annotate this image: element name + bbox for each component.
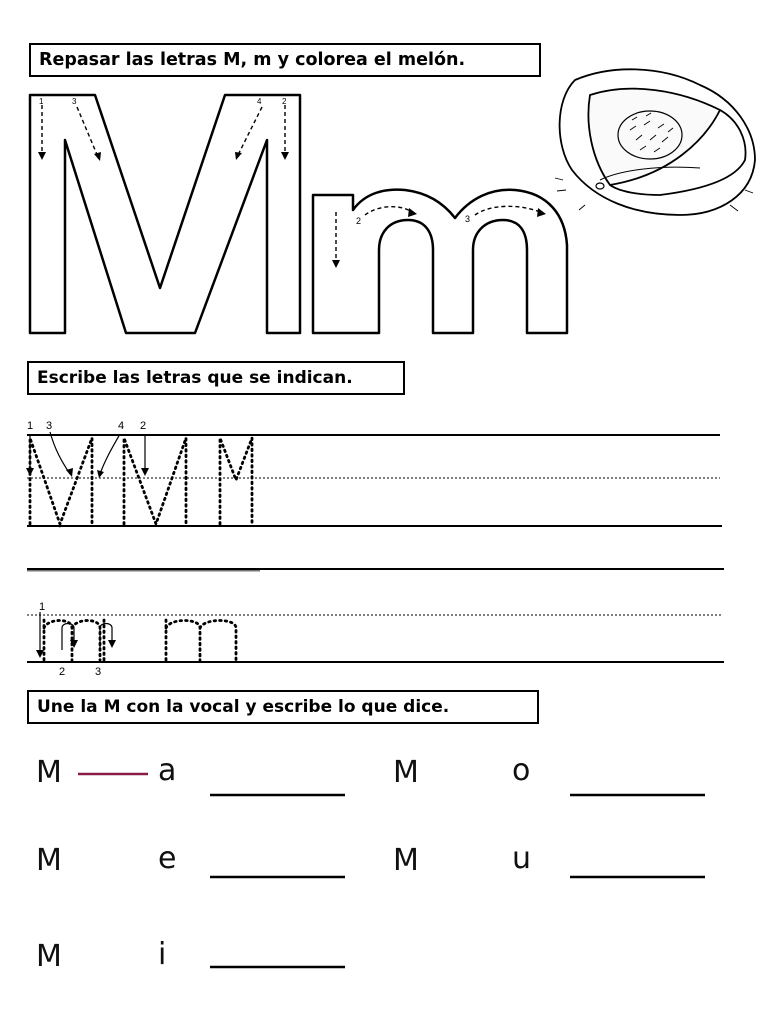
line-small-m-num-3: 3 (95, 666, 102, 678)
instruction-match: Une la M con la vocal y escribe lo que dice. (27, 690, 539, 724)
big-small-m-stroke-num-3: 3 (465, 214, 471, 224)
match-vowel-5: i (158, 937, 167, 972)
match-consonant-4: M (393, 843, 419, 878)
match-consonant-1: M (36, 755, 62, 790)
match-vowel-4: u (512, 841, 532, 876)
line-m-num-4: 4 (118, 420, 125, 432)
instruction-write: Escribe las letras que se indican. (27, 361, 405, 395)
match-consonant-2: M (393, 755, 419, 790)
match-vowel-3: e (158, 841, 177, 876)
big-m-stroke-num-4: 4 (257, 97, 262, 106)
match-consonant-5: M (36, 939, 62, 974)
big-small-m-stroke-num-2: 2 (356, 216, 362, 226)
instruction-trace: Repasar las letras M, m y colorea el melón. (29, 43, 541, 77)
line-m-num-1: 1 (27, 420, 34, 432)
line-small-m-num-2: 2 (59, 666, 66, 678)
big-m-stroke-num-3: 3 (72, 97, 77, 106)
dotted-upper-m-row (30, 438, 252, 524)
match-vowel-1: a (158, 753, 177, 788)
match-consonant-3: M (36, 843, 62, 878)
big-m-stroke-num-2: 2 (282, 97, 287, 106)
match-vowel-2: o (512, 753, 531, 788)
dotted-lower-m-row (44, 618, 236, 660)
line-m-num-3: 3 (46, 420, 53, 432)
line-small-m-num-1: 1 (39, 601, 46, 613)
big-m-stroke-num-1: 1 (39, 97, 44, 106)
line-m-num-2: 2 (140, 420, 147, 432)
